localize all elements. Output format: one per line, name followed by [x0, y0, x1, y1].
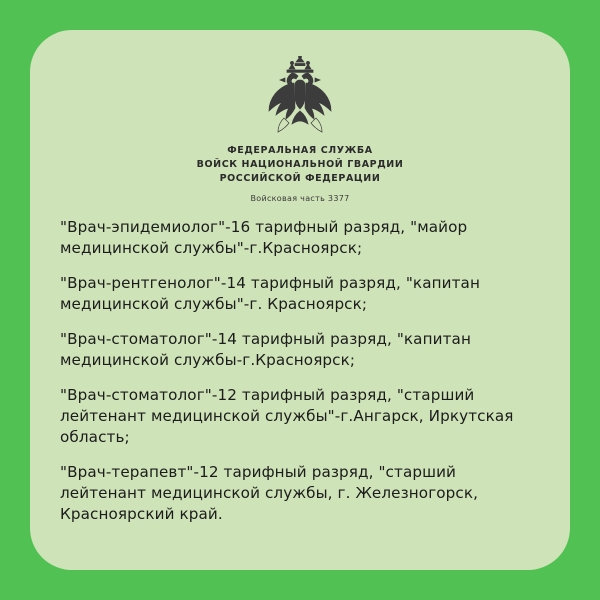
- org-name-line-2: ВОЙСК НАЦИОНАЛЬНОЙ ГВАРДИИ: [196, 158, 404, 170]
- org-name-line-3: РОССИЙСКОЙ ФЕДЕРАЦИИ: [219, 172, 381, 184]
- vacancy-item: "Врач-рентгенолог"-14 тарифный разряд, "капитан медицинской службы"-г. Красноярск;: [60, 274, 480, 314]
- document-header: [60, 52, 540, 203]
- org-name-line-1: ФЕДЕРАЛЬНАЯ СЛУЖБА: [227, 145, 373, 156]
- vacancy-item: "Врач-терапевт"-12 тарифный разряд, "старший лейтенант медицинской службы, г. Железногорск, Красноярский край.: [60, 463, 479, 523]
- unit-number: Войсковая часть 3377: [250, 194, 350, 204]
- vacancy-item: "Врач-эпидемиолог"-16 тарифный разряд, "майор медицинской службы"-г.Красноярск;: [60, 218, 468, 258]
- vacancy-card: [30, 30, 570, 570]
- vacancy-item: "Врач-стоматолог"-12 тарифный разряд, "старший лейтенант медицинской службы"-г.Ангарск, Иркутская область;: [60, 386, 514, 447]
- vacancy-item: "Врач-стоматолог"-14 тарифный разряд, "капитан медицинской службы-г.Красноярск;: [60, 330, 471, 370]
- vacancy-list: [60, 217, 540, 525]
- org-name: [197, 144, 404, 185]
- double-headed-eagle-emblem: [254, 56, 346, 136]
